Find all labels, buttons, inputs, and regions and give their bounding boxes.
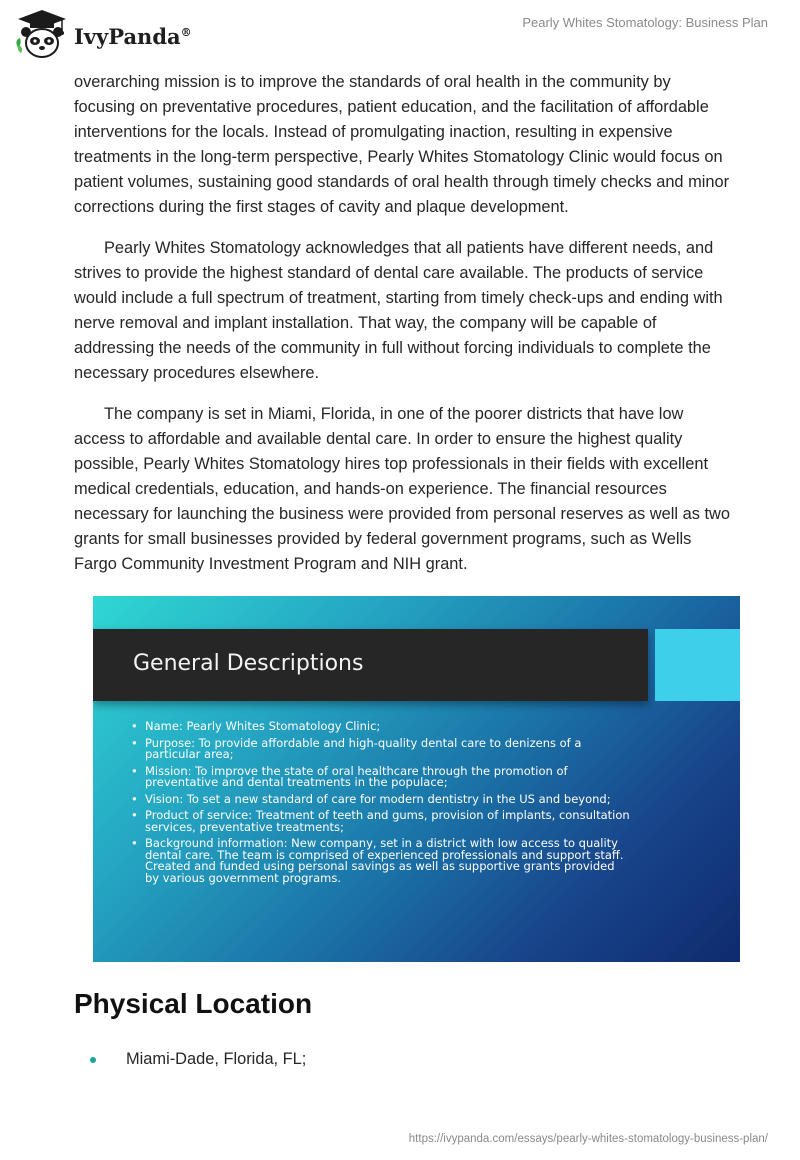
section-heading-physical-location: Physical Location [74,988,313,1019]
paragraph-location-funding: The company is set in Miami, Florida, in one of the poorer districts that have low access to affordable and available dental care. In order to ensure the highest quality possible, Pearly Whites Stomatology hires top professionals in their fields with excellent medical credentials, education, and hands-on experience. The financial resources necessary for launching the business were provided from personal reserves as well as two grants for small businesses provided by federal government programs, such as Wells Fargo Community Investment Program and NIH grant. [74,405,730,573]
paragraph-mission: overarching mission is to improve the standards of oral health in the community by focusing on preventative procedures, patient education, and the facilitation of affordable interventions for the locals. Instead of promulgating inaction, resulting in expensive treatments in the long-term perspective, Pearly Whites Stomatology Clinic would focus on patient volumes, sustaining good standards of oral health through timely checks and minor corrections during the first stages of cavity and plaque development. [74,73,730,216]
slide-bullet-vision: • Vision: To set a new standard of care for modern dentistry in the US and beyond; [131,794,631,806]
slide-bullet-purpose: • Purpose: To provide affordable and high-quality dental care to denizens of a particular area; [131,738,631,761]
document-title: Pearly Whites Stomatology: Business Plan [522,15,768,30]
paragraph-services: Pearly Whites Stomatology acknowledges that all patients have different needs, and strives to provide the highest standard of dental care available. The products of service would include a full spectrum of treatment, starting from timely check-ups and ending with nerve removal and implant installation. That way, the company will be capable of addressing the needs of the community in full without forcing individuals to complete the necessary procedures elsewhere. [74,239,723,382]
list-item [90,1050,306,1069]
general-descriptions-slide [93,596,740,962]
slide-bullet-background: • Background information: New company, set in a district with low access to quality dental care. The team is comprised of experienced professionals and support staff. Created and funded using personal savings as well as supportive grants provided by various government programs. [131,838,631,884]
slide-title: General Descriptions [133,651,364,676]
slide-bullet-product: • Product of service: Treatment of teeth and gums, provision of implants, consultation services, preventative treatments; [131,810,631,833]
location-list [90,1050,306,1069]
brand-name: IvyPanda® [74,23,192,49]
slide-title-bar [93,629,648,701]
slide-bullet-list [131,721,631,889]
source-url-link[interactable]: https://ivypanda.com/essays/pearly-whites-stomatology-business-plan/ [408,1133,768,1145]
panda-graduate-icon [14,8,70,60]
article-body [74,70,734,593]
page-header [0,0,800,70]
location-text: Miami-Dade, Florida, FL; [126,1050,307,1068]
slide-accent-block [655,629,740,701]
slide-bullet-name: • Name: Pearly Whites Stomatology Clinic; [131,721,631,733]
slide-bullet-mission: • Mission: To improve the state of oral healthcare through the promotion of preventative and dental treatments in the populace; [131,766,631,789]
bullet-dot-icon [90,1057,96,1063]
brand-logo[interactable] [14,8,192,60]
